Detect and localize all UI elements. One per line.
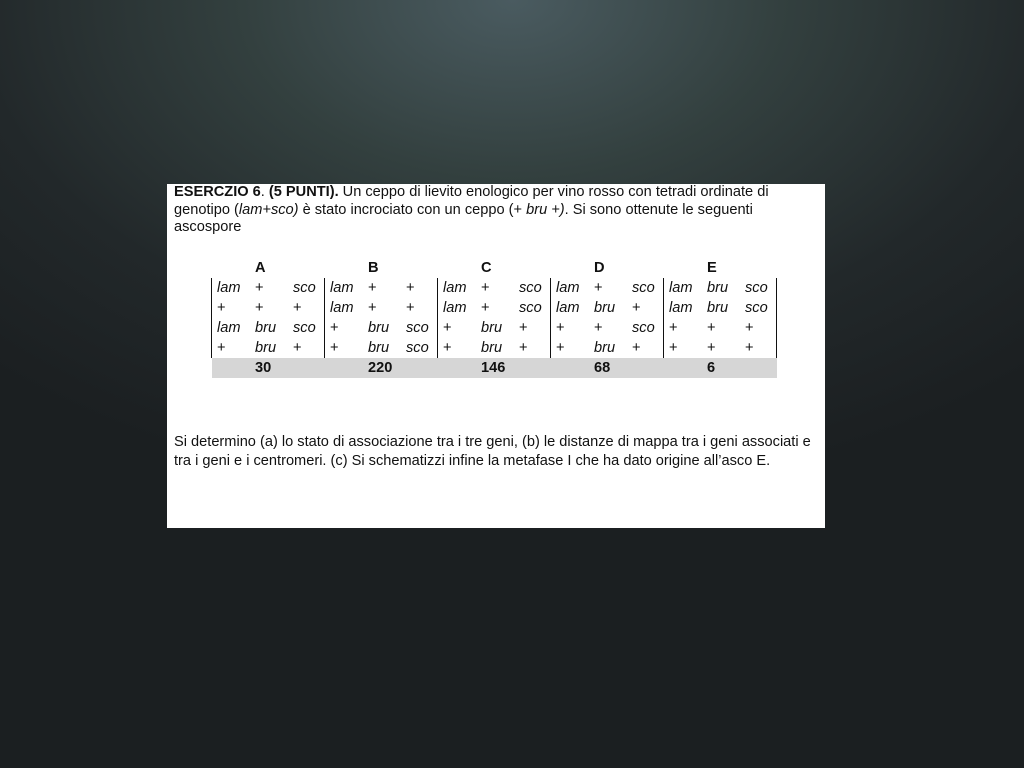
spore-allele: lam [551, 298, 595, 318]
count-spacer [293, 358, 325, 378]
count-spacer [519, 358, 551, 378]
ascus-spacer [293, 258, 325, 278]
count-spacer [745, 358, 777, 378]
spore-allele: lam [664, 298, 708, 318]
ascus-label: E [707, 260, 717, 276]
spore-allele: bru [368, 320, 390, 336]
spore-allele: + [212, 338, 256, 358]
title-separator: . [260, 184, 269, 200]
exercise-question: Si determino (a) lo stato di associazione tra i tre geni, (b) le distanze di mappa tra i geni associati e tra i geni e i centromeri. (c) Si schematizzi infine la metafase I che ha dato origine all’asco E. [174, 434, 811, 469]
ascus-spacer [745, 258, 777, 278]
spore-allele: sco [745, 298, 777, 318]
genotype-parent-2-prefix: + [513, 201, 527, 218]
intro-text-2: è stato incrociato con un ceppo ( [298, 201, 514, 218]
spore-allele: + [551, 318, 595, 338]
spore-allele: + [707, 320, 716, 336]
intro-text-1: Un ceppo di lievito enologico per vino rosso con tetradi ordinate di genotipo ( [174, 184, 769, 218]
spore-allele: bru [481, 320, 503, 336]
ascus-label: B [368, 260, 379, 276]
ascus-label: D [594, 260, 605, 276]
spore-allele: + [438, 318, 482, 338]
spore-allele: lam [438, 298, 482, 318]
ascus-spacer [519, 258, 551, 278]
ascus-spacer [325, 258, 369, 278]
spore-allele: bru [707, 300, 729, 316]
spore-allele: sco [519, 280, 542, 296]
spore-allele: bru [594, 340, 616, 356]
spore-allele: lam [212, 278, 256, 298]
count-spacer [664, 358, 708, 378]
ascus-count: 30 [255, 358, 293, 378]
genotype-parent-1: lam+sco) [238, 201, 299, 218]
spore-allele: sco [745, 278, 777, 298]
spore-allele: lam [212, 318, 256, 338]
ascus-spacer [551, 258, 595, 278]
spore-allele: + [594, 320, 603, 336]
count-spacer [632, 358, 664, 378]
count-spacer [438, 358, 482, 378]
exercise-panel [167, 184, 825, 528]
spore-allele: + [255, 280, 264, 296]
spore-row [212, 278, 777, 298]
ascus-spacer [406, 258, 438, 278]
spore-allele: lam [325, 278, 369, 298]
spore-allele: lam [664, 278, 708, 298]
spore-allele: + [519, 340, 528, 356]
spore-allele: bru [481, 340, 503, 356]
genotype-parent-2: bru +) [526, 201, 565, 218]
ascus-count: 68 [594, 358, 632, 378]
spore-allele: + [481, 280, 490, 296]
ascus-label: C [481, 260, 492, 276]
spore-allele: sco [519, 300, 542, 316]
spore-allele: bru [368, 340, 390, 356]
exercise-title: ESERCZIO 6 [174, 184, 261, 200]
ascus-count: 146 [481, 358, 519, 378]
spore-allele: + [368, 300, 377, 316]
spore-allele: + [406, 300, 415, 316]
spore-allele: + [481, 300, 490, 316]
spore-allele: sco [406, 340, 429, 356]
spore-allele: + [745, 338, 777, 358]
ascus-count: 220 [368, 358, 406, 378]
ascus-spacer [632, 258, 664, 278]
spore-allele: + [368, 280, 377, 296]
count-spacer [551, 358, 595, 378]
spore-allele: + [325, 318, 369, 338]
spore-allele: + [212, 298, 256, 318]
spore-allele: + [255, 300, 264, 316]
spore-allele: + [632, 340, 641, 356]
count-spacer [212, 358, 256, 378]
spore-row [212, 338, 777, 358]
spore-allele: lam [551, 278, 595, 298]
exercise-points: (5 PUNTI). [268, 184, 339, 200]
spore-allele: sco [293, 320, 316, 336]
spore-allele: bru [255, 320, 277, 336]
ascus-spacer [212, 258, 256, 278]
spore-allele: + [293, 340, 302, 356]
intro-text-3: . Si sono ottenute le seguenti ascospore [174, 201, 753, 235]
spore-row [212, 318, 777, 338]
spore-allele: bru [594, 300, 616, 316]
ascus-spacer [438, 258, 482, 278]
spore-allele: + [594, 280, 603, 296]
spore-allele: bru [707, 280, 729, 296]
spore-allele: sco [632, 280, 655, 296]
ascus-header-row [212, 258, 777, 278]
spore-allele: + [664, 338, 708, 358]
spore-allele: bru [255, 340, 277, 356]
spore-allele: + [519, 320, 528, 336]
spore-row [212, 298, 777, 318]
spore-allele: sco [293, 280, 316, 296]
spore-allele: lam [438, 278, 482, 298]
spore-allele: sco [632, 320, 655, 336]
spore-allele: + [707, 340, 716, 356]
spore-allele: + [325, 338, 369, 358]
ascus-label: A [255, 260, 266, 276]
spore-allele: + [664, 318, 708, 338]
ascus-count: 6 [707, 358, 745, 378]
count-spacer [325, 358, 369, 378]
spore-allele: + [438, 338, 482, 358]
count-spacer [406, 358, 438, 378]
spore-allele: lam [325, 298, 369, 318]
exercise-intro [174, 184, 819, 237]
asci-table [211, 258, 777, 378]
ascus-count-row [212, 358, 777, 378]
spore-allele: + [406, 280, 415, 296]
spore-allele: + [745, 318, 777, 338]
spore-allele: + [551, 338, 595, 358]
ascus-spacer [664, 258, 708, 278]
spore-allele: sco [406, 320, 429, 336]
spore-allele: + [632, 300, 641, 316]
spore-allele: + [293, 300, 302, 316]
